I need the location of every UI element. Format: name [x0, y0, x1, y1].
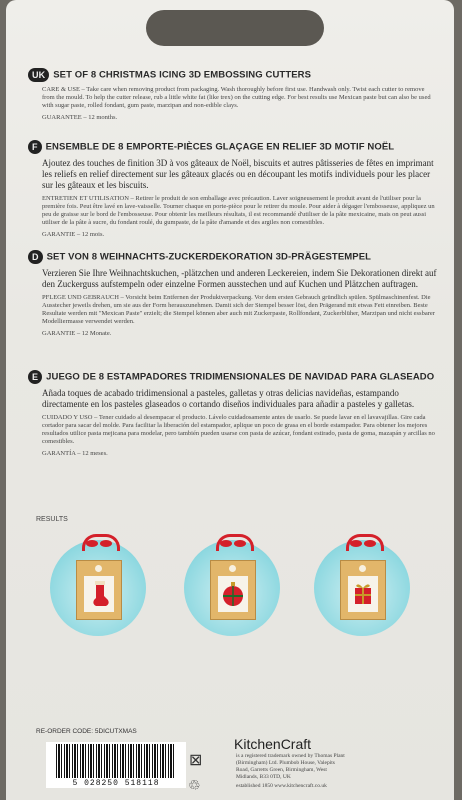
care-text: CUIDADO Y USO – Tener cuidado al desempacar el producto. Lávelo cuidadosamente antes de usarlo. Se puede lavar en el lavavajillas. Gire cada cortador para sacar del molde. Para facilitar la liberación del estampador, aplique un poco de grasa en el borde estampador. Para obtener los mejores resultados utilice pasta mejicana para modelar, pero también pueden usarse con pasta de azúcar, fondant estirado, pasta de goma, mazapán y arcillas no comestibles.	[42, 414, 435, 445]
section-title: JUEGO DE 8 ESTAMPADORES TRIDIMENSIONALES DE NAVIDAD PARA GLASEADO	[46, 371, 435, 383]
section-uk	[28, 68, 438, 121]
language-badge: D	[28, 250, 43, 264]
result-present	[314, 540, 410, 636]
care-text: ENTRETIEN ET UTILISATION – Retirer le produit de son emballage avec précaution. Laver soigneusement le produit avant de l'utiliser pour la première fois. Peut être lavé en lave-vaisselle. Tourner chaque en porte-pièce pour le retirer du moule. Pour aider à dégager l'embosseuse, appliquez un peu de graisse sur le bord de l'embosseuse. Pour obtenir les meilleurs résultats, il est recommandé d'utiliser de la pâte mexicaine, mais on peut aussi utiliser de la pâte à sucre, du fondant roulé, du gumpaste, de la pâte d'amande et des argiles non comestibles.	[42, 195, 435, 226]
results-label: RESULTS	[36, 516, 68, 523]
result-stocking	[50, 540, 146, 636]
footer	[6, 720, 454, 800]
care-text: CARE & USE – Take care when removing product from packaging. Wash thoroughly before first use. Handwash only. Twist each cutter to remove from the mould. To help the cutter release, rub a little white fat (like trex) on the cutting edge. For best results use Mexican paste but can also be used with sugar paste, rolled fondant, gum paste, marzipan and non-edible clays.	[42, 86, 431, 109]
section-title: ENSEMBLE DE 8 EMPORTE-PIÈCES GLAÇAGE EN RELIEF 3D MOTIF NOËL	[45, 141, 395, 153]
language-badge: E	[28, 370, 42, 384]
section-de	[28, 250, 438, 337]
stocking-icon	[84, 576, 114, 612]
section-title: SET OF 8 CHRISTMAS ICING 3D EMBOSSING CUTTERS	[53, 69, 312, 81]
intro-text: Añada toques de acabado tridimensional a pasteles, galletas y otras delicias navideñas, estampando directamente en los pasteles glaseados o cortando diseños individuales para añadir a pasteles y galletas.	[42, 388, 415, 409]
gift-tag	[210, 560, 256, 620]
care-text: PFLEGE UND GEBRAUCH – Vorsicht beim Entfernen der Produktverpackung. Vor dem ersten Gebrauch gründlich spülen. Spülmaschinenfest. Die Ausstecher jeweils drehen, um sie aus der Form herauszunehmen. Damit sich der Stempel besser löst, den Prägerand mit etwas Fett einreiben. Beste Resultate werden mit "Mexican Paste" erzielt; die Stempel können aber auch mit Zuckerpaste, Rollfondant, Zuckerblüher, Marzipan und nicht essbarer Modelliermasse verwendet werden.	[42, 294, 435, 325]
present-icon	[348, 576, 378, 612]
established-text: established 1850 www.kitchencraft.co.uk	[236, 783, 327, 789]
section-title: SET VON 8 WEIHNACHTS-ZUCKERDEKORATION 3D-PRÄGESTEMPEL	[46, 251, 372, 263]
guarantee-text: GARANTIE – 12 mois.	[42, 231, 105, 238]
language-badge: F	[28, 140, 42, 154]
section-es	[28, 370, 438, 457]
gift-tag	[340, 560, 386, 620]
section-fr	[28, 140, 438, 238]
guarantee-text: GARANTÍA – 12 meses.	[42, 450, 108, 457]
barcode	[46, 742, 186, 788]
reorder-code: RE-ORDER CODE: 5DICUTXMAS	[36, 728, 137, 735]
intro-text: Verzieren Sie Ihre Weihnachtskuchen, -plätzchen und anderen Leckereien, indem Sie Dekorationen direkt auf den Zuckerguss aufstempeln oder einzelne Formen ausstechen und auf Kuchen und Plätzchen auftragen.	[42, 268, 437, 289]
bauble-icon	[218, 576, 248, 612]
address-text: is a registered trademark owned by Thomas Plant (Birmingham) Ltd. Plumbob House, Valepits Road, Garretts Green, Birmingham, West Midlands, B33 0TD, UK	[236, 753, 345, 780]
language-badge: UK	[28, 68, 49, 82]
intro-text: Ajoutez des touches de finition 3D à vos gâteaux de Noël, biscuits et autres pâtisseries de fêtes en imprimant les reliefs en relief directement sur les gâteaux glacés ou en découpant les motifs individuels pour les placer sur les gâteaux et les biscuits.	[42, 158, 434, 190]
guarantee-text: GARANTIE – 12 Monate.	[42, 330, 112, 337]
guarantee-text: GUARANTEE – 12 months.	[42, 114, 118, 121]
result-bauble	[184, 540, 280, 636]
packaging-card	[6, 0, 454, 800]
gift-tag	[76, 560, 122, 620]
barcode-number: 5 028250 518118	[72, 779, 160, 788]
brand-logo: KitchenCraft	[234, 736, 312, 752]
hang-hole	[146, 10, 324, 46]
recycle-icon: ♲	[188, 778, 201, 794]
no-bin-icon: ⊠	[189, 752, 203, 769]
